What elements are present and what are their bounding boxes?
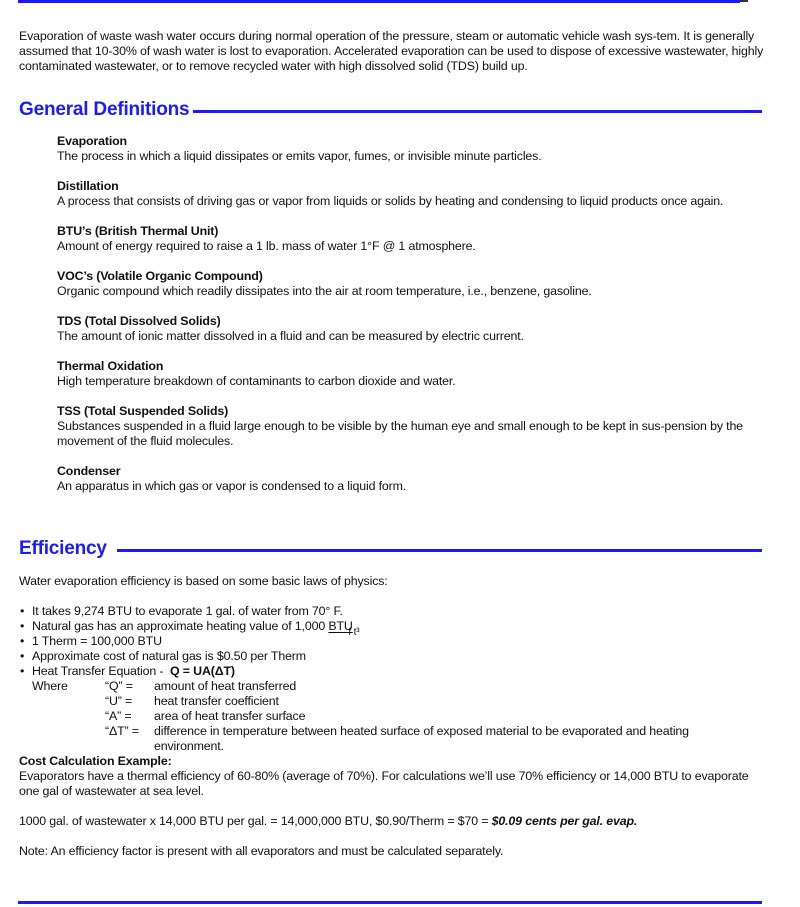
cost-heading: Cost Calculation Example: <box>19 754 172 768</box>
fraction-numerator: BTU <box>328 619 353 633</box>
definition-desc: High temperature breakdown of contaminants to carbon dioxide and water. <box>57 374 456 388</box>
bullet-text: Heat Transfer Equation - <box>32 664 170 678</box>
bullet-icon: • <box>20 664 25 678</box>
definition-term: TDS (Total Dissolved Solids) <box>57 314 221 328</box>
top-divider <box>18 0 740 3</box>
intro-paragraph: Evaporation of waste wash water occurs during normal operation of the pressure, steam or automatic vehicle wash sys-tem. It is generally assumed that 10-30% of wash water is lost to evaporation. Accelerated evaporation can be used to dispose of excessive wastewater, highly contaminated wastewater, or to remove recycled water with high dissolved solid (TDS) build up. <box>19 29 764 73</box>
variable-row <box>19 679 779 694</box>
bullet-item <box>19 604 779 619</box>
definition-desc: The amount of ionic matter dissolved in a fluid and can be measured by electric current. <box>57 329 524 343</box>
definition-term: Evaporation <box>57 134 127 148</box>
bullet-icon: • <box>20 634 25 648</box>
general-definitions-heading <box>19 99 762 121</box>
bullet-item <box>19 664 779 679</box>
definition-item <box>57 314 762 344</box>
section-title: General Definitions <box>19 99 190 120</box>
note: Note: An efficiency factor is present with all evaporators and must be calculated separately. <box>19 844 504 858</box>
definition-term: BTU’s (British Thermal Unit) <box>57 224 219 238</box>
definition-item <box>57 269 762 299</box>
definition-item <box>57 134 762 164</box>
bullet-item <box>19 634 779 649</box>
calc-line <box>19 814 779 829</box>
bullet-item <box>19 619 779 638</box>
bullet-text: Natural gas has an approximate heating value of 1,000 <box>32 619 329 633</box>
cost-text: Evaporators have a thermal efficiency of 60-80% (average of 70%). For calculations we’ll use 70% efficiency or 14,000 BTU to evaporate one gal of wastewater at sea level. <box>19 769 749 798</box>
calc-prefix: 1000 gal. of wastewater x 14,000 BTU per gal. = 14,000,000 BTU, $0.90/Therm = $70 = <box>19 814 492 828</box>
bullet-text: Approximate cost of natural gas is $0.50 per Therm <box>32 649 306 663</box>
definition-desc: Organic compound which readily dissipates into the air at room temperature, i.e., benzene, gasoline. <box>57 284 592 298</box>
efficiency-heading <box>19 538 762 560</box>
fraction <box>328 619 360 638</box>
heat-equation: Q = UA(ΔT) <box>169 664 235 678</box>
definition-item <box>57 224 762 254</box>
variable-name: “ΔT” = <box>105 724 139 738</box>
definition-desc: An apparatus in which gas or vapor is condensed to a liquid form. <box>57 479 407 493</box>
bullet-text: 1 Therm = 100,000 BTU <box>32 634 162 648</box>
definition-desc: A process that consists of driving gas or vapor from liquids or solids by heating and condensing to liquid products once again. <box>57 194 724 208</box>
definition-item <box>57 359 762 389</box>
definition-term: Thermal Oxidation <box>57 359 164 373</box>
definition-item <box>57 464 762 494</box>
fraction-denominator: f t³ <box>348 627 360 638</box>
variable-row <box>19 694 779 709</box>
section-title: Efficiency <box>19 538 107 559</box>
variable-def: area of heat transfer surface <box>154 709 306 723</box>
variable-row <box>19 709 779 724</box>
variable-def: difference in temperature between heated surface of exposed material to be evaporated and heating environment. <box>154 724 689 753</box>
bullet-icon: • <box>20 619 25 633</box>
variable-name: “A” = <box>105 709 132 723</box>
definition-term: TSS (Total Suspended Solids) <box>57 404 229 418</box>
top-divider-tail <box>740 0 748 2</box>
calc-result: $0.09 cents per gal. evap. <box>491 814 638 828</box>
heading-rule <box>117 549 762 552</box>
efficiency-lead: Water evaporation efficiency is based on some basic laws of physics: <box>19 574 388 588</box>
definition-desc: The process in which a liquid dissipates or emits vapor, fumes, or invisible minute particles. <box>57 149 542 163</box>
definition-item <box>57 404 762 449</box>
bottom-divider <box>18 901 762 904</box>
variable-def: amount of heat transferred <box>154 679 297 693</box>
definition-term: Distillation <box>57 179 119 193</box>
variable-name: “U” = <box>105 694 133 708</box>
variable-def: heat transfer coefficient <box>154 694 279 708</box>
definition-term: VOC’s (Volatile Organic Compound) <box>57 269 263 283</box>
definitions-list <box>57 134 762 509</box>
bullet-icon: • <box>20 604 25 618</box>
variable-row <box>19 724 779 754</box>
definition-desc: Substances suspended in a fluid large enough to be visible by the human eye and small enough to be kept in sus-pension by the movement of the fluid molecules. <box>57 419 743 448</box>
bullet-item <box>19 649 779 664</box>
definition-desc: Amount of energy required to raise a 1 lb. mass of water 1°F @ 1 atmosphere. <box>57 239 476 253</box>
bullet-text: It takes 9,274 BTU to evaporate 1 gal. of water from 70° F. <box>32 604 343 618</box>
bullet-icon: • <box>20 649 25 663</box>
equation-variables <box>19 679 779 754</box>
definition-item <box>57 179 762 209</box>
where-label: Where <box>32 679 68 693</box>
physics-bullets <box>19 604 779 679</box>
variable-name: “Q” = <box>105 679 133 693</box>
heading-rule <box>193 110 762 113</box>
efficiency-body <box>19 574 779 859</box>
definition-term: Condenser <box>57 464 121 478</box>
